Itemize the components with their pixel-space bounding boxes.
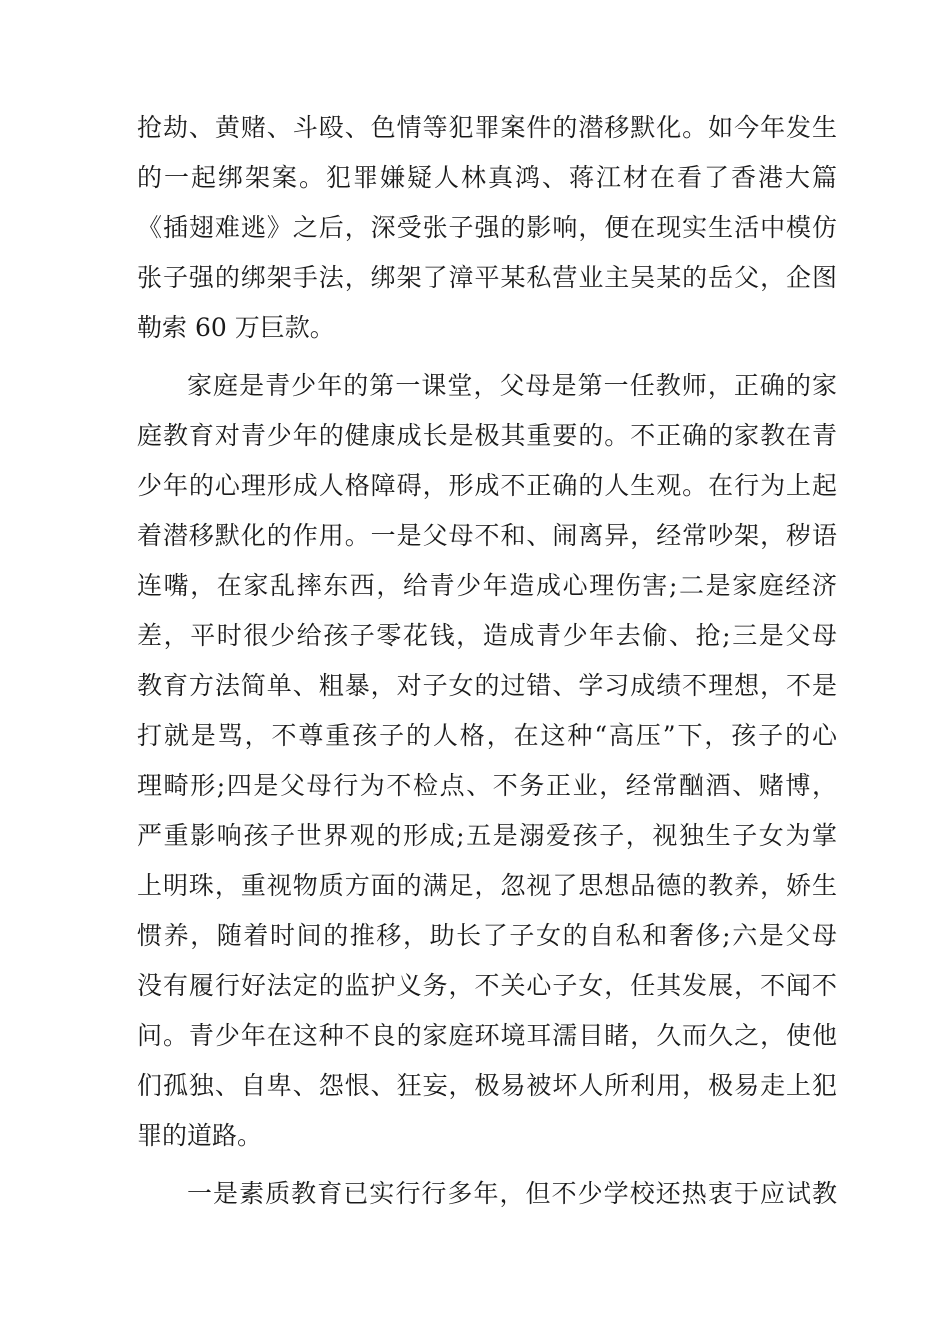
paragraph-gap <box>137 1161 837 1169</box>
text-line: 差，平时很少给孩子零花钱，造成青少年去偷、抢;三是父母 <box>137 621 837 650</box>
text-line: 打就是骂，不尊重孩子的人格，在这种“高压”下，孩子的心 <box>137 721 837 750</box>
text-line: 理畸形;四是父母行为不检点、不务正业，经常酗酒、赌博， <box>137 771 837 800</box>
text-line: 的一起绑架案。犯罪嫌疑人林真鸿、蒋江材在看了香港大篇 <box>137 163 837 192</box>
paragraph-gap <box>137 353 837 361</box>
paragraph-1 <box>137 103 837 353</box>
text-line: 一是素质教育已实行行多年，但不少学校还热衷于应试教 <box>187 1179 837 1208</box>
text-line: 庭教育对青少年的健康成长是极其重要的。不正确的家教在青 <box>137 421 837 450</box>
text-line: 连嘴，在家乱摔东西，给青少年造成心理伤害;二是家庭经济 <box>137 571 837 600</box>
text-line: 抢劫、黄赌、斗殴、色情等犯罪案件的潜移默化。如今年发生 <box>137 113 837 142</box>
text-line: 少年的心理形成人格障碍，形成不正确的人生观。在行为上起 <box>137 471 837 500</box>
text-line: 没有履行好法定的监护义务，不关心子女，任其发展，不闻不 <box>137 971 837 1000</box>
text-line: 着潜移默化的作用。一是父母不和、闹离异，经常吵架，秽语 <box>137 521 837 550</box>
text-line: 勒索 60 万巨款。 <box>137 313 335 342</box>
text-line: 问。青少年在这种不良的家庭环境耳濡目睹，久而久之，使他 <box>137 1021 837 1050</box>
text-line: 教育方法简单、粗暴，对子女的过错、学习成绩不理想，不是 <box>137 671 837 700</box>
text-line: 严重影响孩子世界观的形成;五是溺爱孩子，视独生子女为掌 <box>137 821 837 850</box>
paragraph-3 <box>137 1169 837 1219</box>
text-line: 《插翅难逃》之后，深受张子强的影响，便在现实生活中模仿 <box>137 213 837 242</box>
text-line: 惯养，随着时间的推移，助长了子女的自私和奢侈;六是父母 <box>137 921 837 950</box>
body-text <box>137 103 837 1219</box>
text-line: 张子强的绑架手法，绑架了漳平某私营业主吴某的岳父，企图 <box>137 263 837 292</box>
text-line: 上明珠，重视物质方面的满足，忽视了思想品德的教养，娇生 <box>137 871 837 900</box>
text-line: 们孤独、自卑、怨恨、狂妄，极易被坏人所利用，极易走上犯 <box>137 1071 837 1100</box>
paragraph-2 <box>137 361 837 1161</box>
text-line: 家庭是青少年的第一课堂，父母是第一任教师，正确的家 <box>187 371 837 400</box>
text-line: 罪的道路。 <box>137 1121 263 1150</box>
